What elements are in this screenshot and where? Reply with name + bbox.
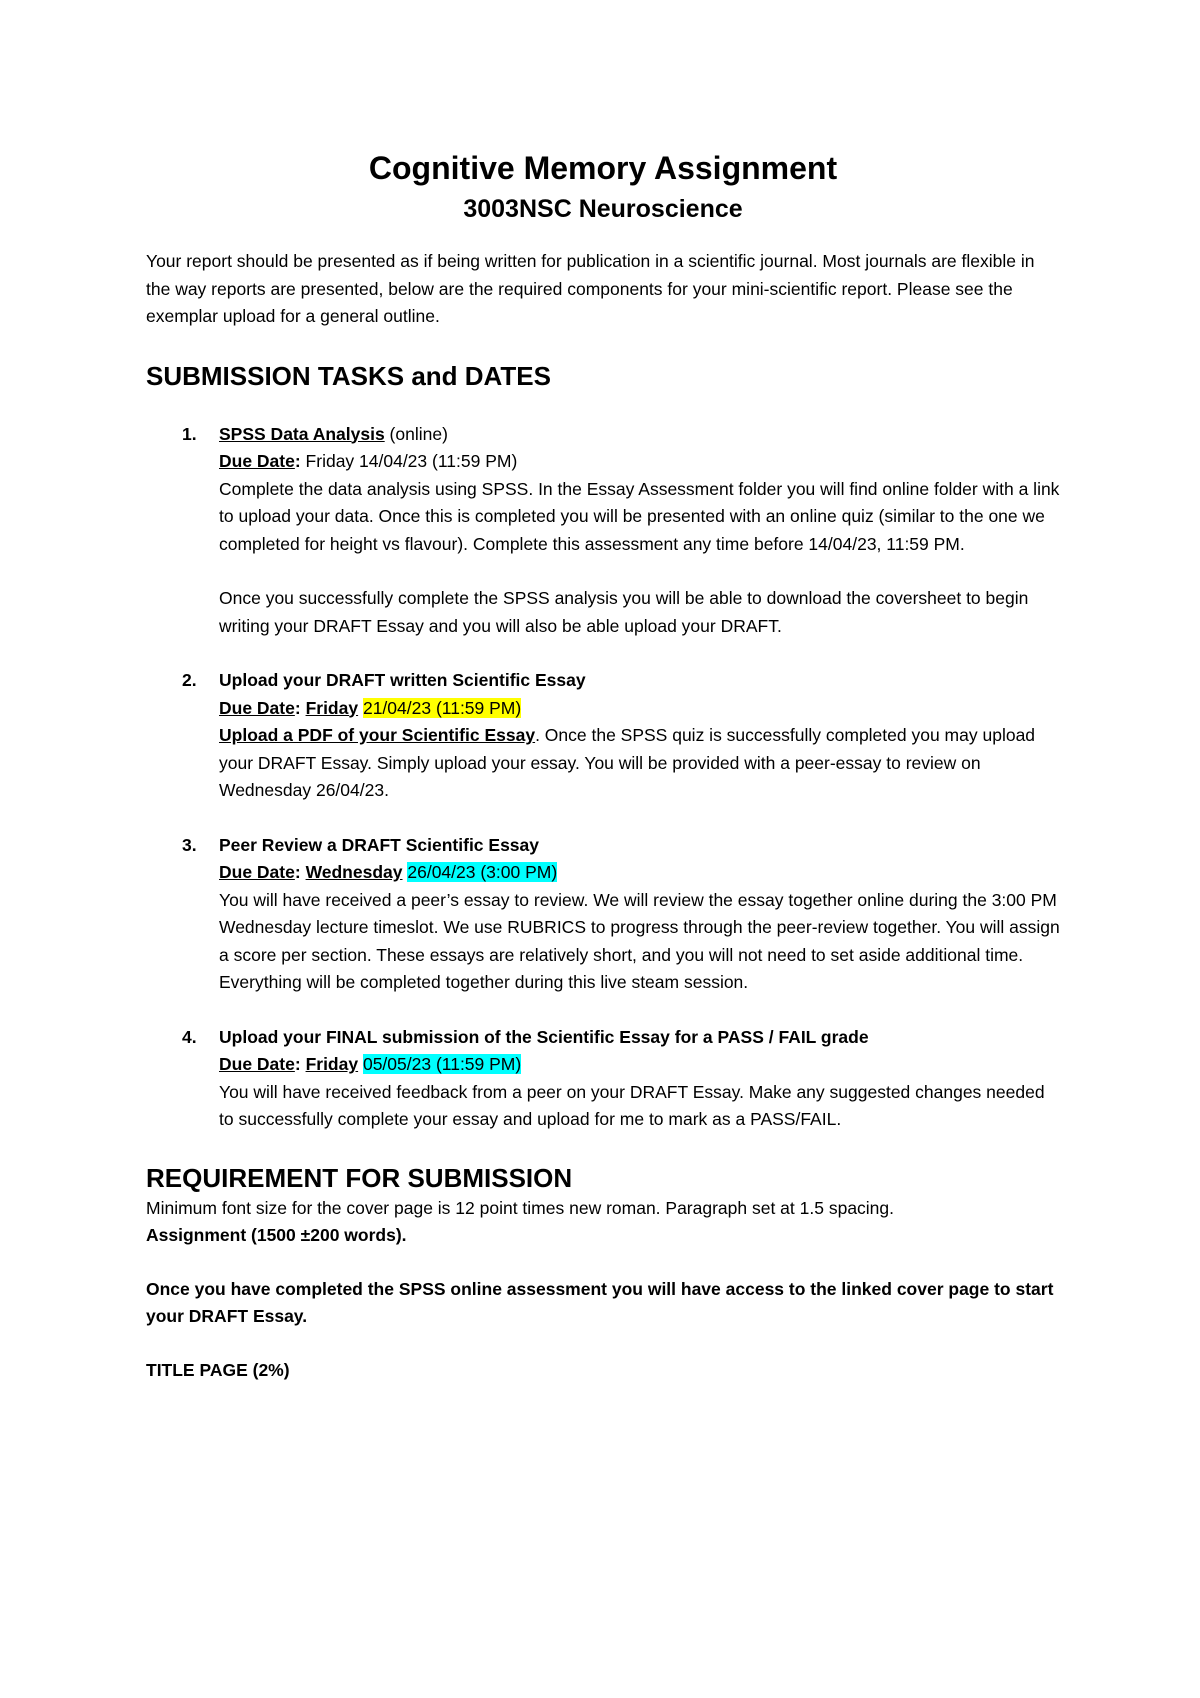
- requirements-text: Minimum font size for the cover page is 12 point times new roman. Paragraph set at 1.5 spacing.: [146, 1197, 895, 1218]
- task-item-2: [146, 667, 1060, 805]
- task-body: [219, 722, 1060, 805]
- intro-paragraph: Your report should be presented as if being written for publication in a scientific journal. Most journals are flexible in the way reports are presented, below are the required components for your mini-scientific report. Please see the exemplar upload for a general outline.: [146, 251, 1035, 326]
- task-number: 3.: [182, 834, 197, 855]
- word-count-requirement: Assignment (1500 ±200 words).: [146, 1225, 407, 1245]
- due-date-highlight: 26/04/23 (3:00 PM): [407, 862, 558, 882]
- task-number: 1.: [182, 423, 197, 444]
- task-title-line: [219, 421, 1060, 449]
- task-list: [146, 421, 1060, 1134]
- task-title: Peer Review a DRAFT Scientific Essay: [219, 834, 539, 855]
- due-date-value: Friday 14/04/23 (11:59 PM): [300, 451, 518, 471]
- cover-page-note: Once you have completed the SPSS online assessment you will have access to the linked cover page to start your DRAFT Essay.: [146, 1278, 1054, 1326]
- due-day: Wednesday: [305, 862, 403, 882]
- due-date-line: Due Date: Friday 21/04/23 (11:59 PM): [219, 697, 522, 718]
- due-day: Friday: [305, 697, 359, 718]
- task-title-suffix: (online): [384, 423, 448, 444]
- task-item-4: [146, 1024, 1060, 1134]
- task-number: 2.: [182, 670, 197, 690]
- title-page-heading: TITLE PAGE (2%): [146, 1359, 290, 1380]
- due-day: Friday: [305, 1054, 359, 1074]
- task-body: Complete the data analysis using SPSS. In the Essay Assessment folder you will find online folder with a link to upload your data. Once this is completed you will be presented with an online quiz (similar to the one we completed for height vs flavour). Complete this assessment any time before 14/04/23, 11:59 PM.: [219, 478, 1060, 554]
- due-date-highlight: 21/04/23 (11:59 PM): [362, 697, 522, 718]
- task-title: Upload your DRAFT written Scientific Essay: [219, 670, 586, 690]
- submission-tasks-heading: SUBMISSION TASKS and DATES: [146, 360, 551, 391]
- task-body: You will have received feedback from a peer on your DRAFT Essay. Make any suggested changes needed to successfully complete your essay and upload for me to mark as a PASS/FAIL.: [219, 1081, 1045, 1129]
- due-date-label: Due Date: [219, 1054, 295, 1074]
- document-title: Cognitive Memory Assignment: [368, 150, 838, 186]
- task-title: SPSS Data Analysis: [219, 423, 385, 444]
- requirements-heading: REQUIREMENT FOR SUBMISSION: [146, 1162, 573, 1193]
- task-number: 4.: [182, 1026, 197, 1047]
- task-title: Upload your FINAL submission of the Scientific Essay for a PASS / FAIL grade: [219, 1026, 869, 1047]
- task-body: You will have received a peer’s essay to review. We will review the essay together online during the 3:00 PM Wednesday lecture timeslot. We use RUBRICS to progress through the peer-review together. You will assign a score per section. These essays are relatively short, and you will not need to set aside additional time. Everything will be completed together during this live steam session.: [219, 889, 1060, 992]
- due-date-line: Due Date: Friday 14/04/23 (11:59 PM): [219, 451, 518, 471]
- due-date-label: Due Date: [219, 862, 295, 882]
- due-date-label: Due Date: [219, 451, 295, 471]
- due-date-line: Due Date: Friday 05/05/23 (11:59 PM): [219, 1054, 522, 1074]
- task-body-lead: Upload a PDF of your Scientific Essay: [219, 725, 536, 745]
- task-item-3: [146, 832, 1060, 997]
- due-date-label: Due Date: [219, 697, 295, 718]
- due-date-line: Due Date: Wednesday 26/04/23 (3:00 PM): [219, 862, 558, 882]
- document-subtitle: 3003NSC Neuroscience: [463, 195, 743, 223]
- due-date-highlight: 05/05/23 (11:59 PM): [362, 1054, 522, 1074]
- task-body-rest: . Once the SPSS quiz is successfully completed you may upload your DRAFT Essay. Simply upload your essay. You will be provided with a peer-essay to review on Wednesday 26/04/23.: [219, 725, 1036, 800]
- task-body-2: Once you successfully complete the SPSS analysis you will be able to download the coversheet to begin writing your DRAFT Essay and you will also be able upload your DRAFT.: [219, 588, 1029, 636]
- task-item-1: [146, 421, 1060, 641]
